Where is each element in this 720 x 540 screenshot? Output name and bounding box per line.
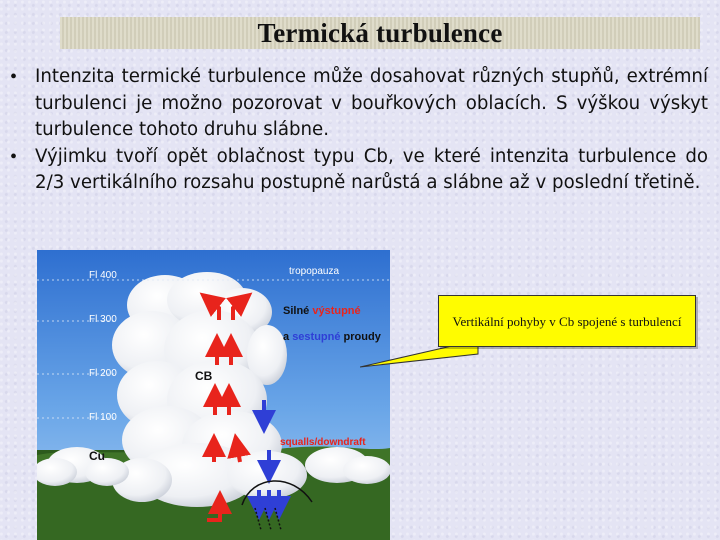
level-label: Fl 400 <box>89 270 117 281</box>
level-label: Fl 100 <box>89 412 117 423</box>
level-label: Fl 300 <box>89 314 117 325</box>
label-updrafts: výstupné <box>312 305 361 317</box>
cumulonimbus-figure <box>37 250 390 540</box>
tropopause-label: tropopauza <box>289 266 340 277</box>
title-bar <box>60 17 700 49</box>
bullet-item <box>8 64 708 144</box>
cu-label: Cu <box>89 449 105 463</box>
bullet-symbol: • <box>10 145 18 168</box>
label-downdrafts: sestupné <box>292 331 341 343</box>
bullet-symbol: • <box>10 66 18 88</box>
label-and: a <box>283 331 293 343</box>
svg-text:Silné výstupné <box>283 305 361 317</box>
level-label: Fl 200 <box>89 368 117 379</box>
bullet-text: Intenzita termické turbulence může dosahovat různých stupňů, extrémní turbulenci je možno pozorovat v bouřkových oblacích. S výškou výskyt turbulence tohoto druhu slábne. <box>35 66 708 140</box>
label-currents: proudy <box>340 331 381 343</box>
bullet-item <box>8 144 708 197</box>
callout <box>438 295 696 347</box>
bullet-list <box>8 64 708 197</box>
squalls-label: squalls/downdraft <box>280 437 366 448</box>
cb-label: CB <box>195 369 213 383</box>
bullet-text: Výjimku tvoří opět oblačnost typu Cb, ve které intenzita turbulence do 2/3 vertikálního rozsahu postupně narůstá a slábne až v poslední třetině. <box>35 145 708 193</box>
label-strong: Silné <box>283 305 313 317</box>
callout-text: Vertikální pohyby v Cb spojené s turbulencí <box>438 295 696 347</box>
slide-title: Termická turbulence <box>257 17 503 48</box>
cumulonimbus-illustration <box>37 250 390 540</box>
